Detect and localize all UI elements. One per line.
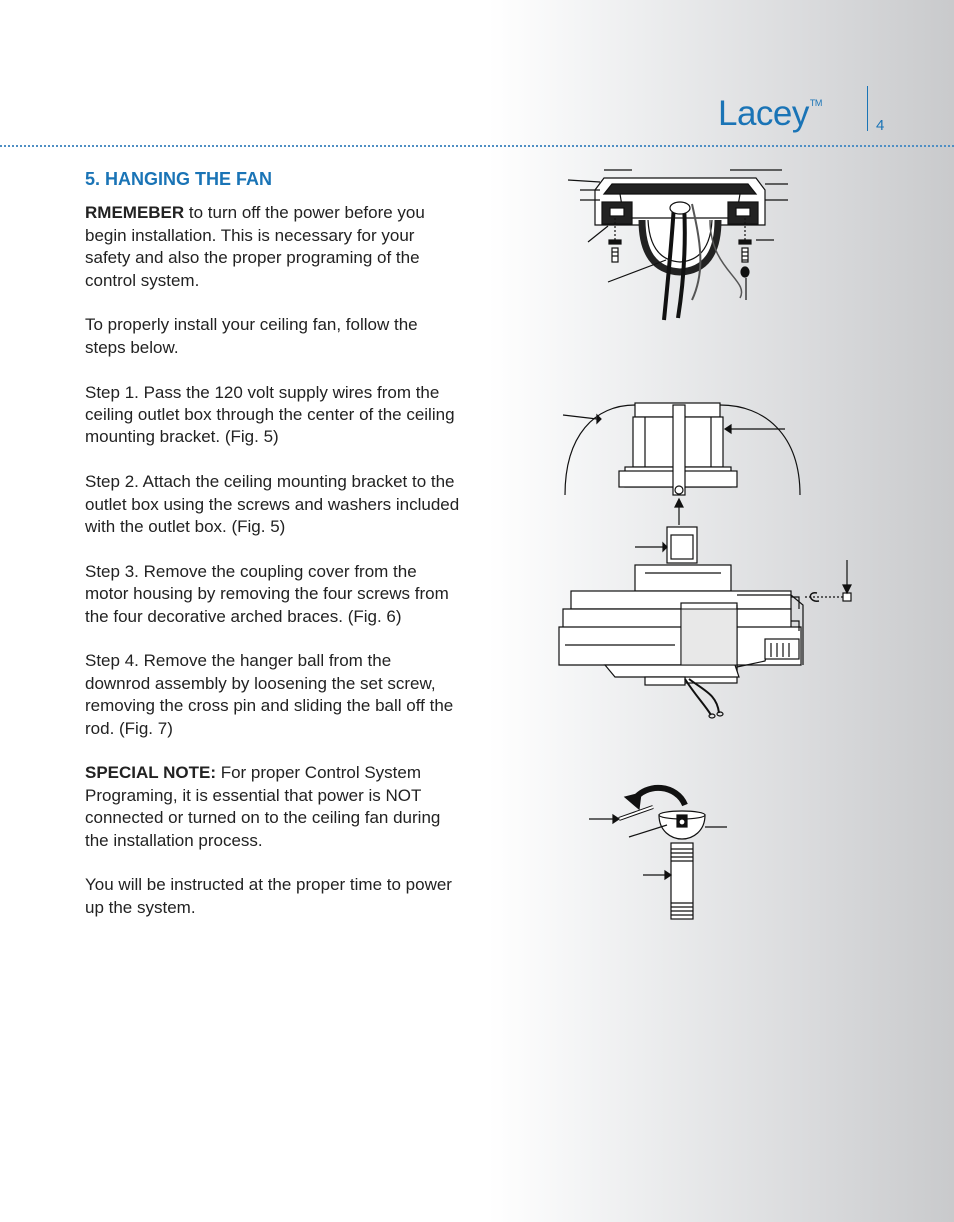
motor-housing-diagram: [555, 395, 865, 725]
paragraph-step-4: Step 4. Remove the hanger ball from the downrod assembly by loosening the set screw, removing the cross pin and sliding the ball off the rod. (Fig. 7): [85, 651, 454, 738]
paragraph-power-up: You will be instructed at the proper time to power up the system.: [85, 875, 452, 917]
paragraph-reminder: [85, 202, 460, 292]
page-number-divider: [867, 86, 868, 131]
paragraph-special-note: [85, 762, 460, 852]
trademark-mark: TM: [809, 98, 822, 108]
header-dotted-rule: [0, 145, 954, 147]
brand-logo: [718, 94, 821, 134]
reminder-lead: RMEMEBER: [85, 203, 185, 223]
instructions-column: [85, 168, 460, 942]
page-number: 4: [876, 117, 885, 134]
section-title: 5. HANGING THE FAN: [85, 169, 273, 189]
hanger-ball-diagram: [585, 775, 735, 925]
paragraph-step-2: Step 2. Attach the ceiling mounting bracket to the outlet box using the screws and washers included with the outlet box. (Fig. 5): [85, 472, 460, 537]
special-note-lead: SPECIAL NOTE:: [85, 763, 216, 783]
ceiling-bracket-diagram: [560, 160, 800, 330]
paragraph-intro: To properly install your ceiling fan, follow the steps below.: [85, 315, 418, 357]
paragraph-step-3: Step 3. Remove the coupling cover from the motor housing by removing the four screws from the four decorative arched braces. (Fig. 6): [85, 561, 449, 626]
brand-name: Lacey: [718, 94, 809, 133]
special-note-text: For proper Control System Programing, it is essential that power is NOT connected or turned on to the ceiling fan during the installation process.: [85, 763, 441, 850]
paragraph-step-1: Step 1. Pass the 120 volt supply wires from the ceiling outlet box through the center of the ceiling mounting bracket. (Fig. 5): [85, 382, 455, 447]
reminder-text: to turn off the power before you begin installation. This is necessary for your safety and also the proper programing of the control system.: [85, 203, 425, 290]
